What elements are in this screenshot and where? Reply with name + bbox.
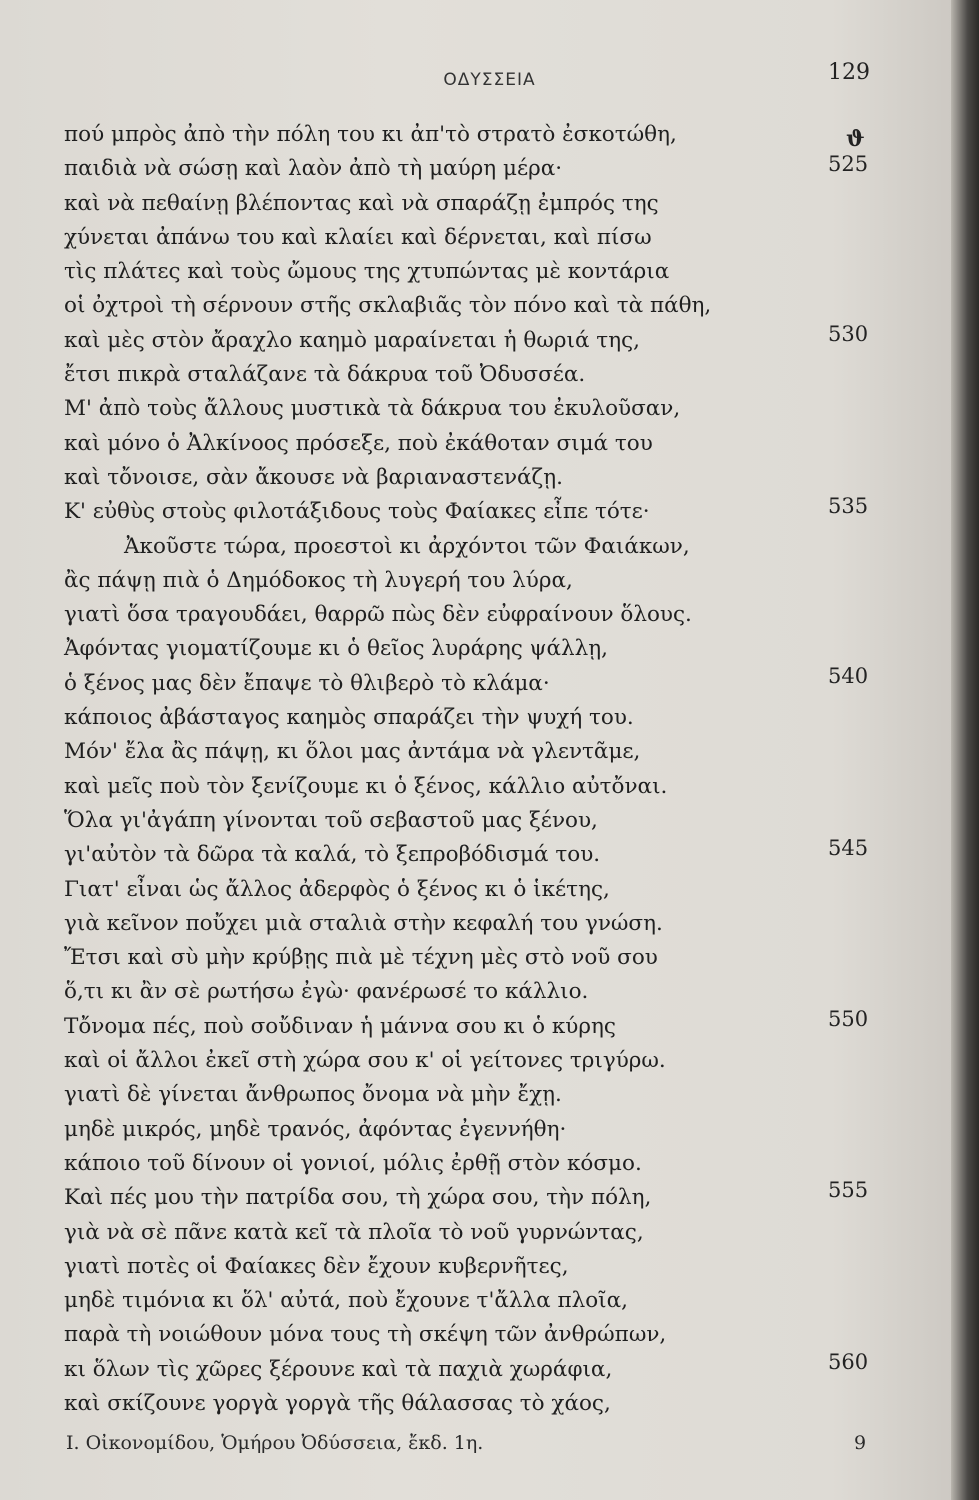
- line-number: 550: [828, 1007, 869, 1031]
- verse-block: [64, 118, 834, 1421]
- book-letter: ϑ: [846, 126, 865, 152]
- footer-reference: Ι. Οἰκονομίδου, Ὁμήρου Ὀδύσσεια, ἔκδ. 1η.: [66, 1432, 484, 1454]
- verse-line: ὅ,τι κι ἂν σὲ ρωτήσω ἐγὼ· φανέρωσέ το κάλλιο.: [64, 979, 589, 1005]
- verse-line: Ὅλα γι'ἀγάπη γίνονται τοῦ σεβαστοῦ μας ξένου,: [64, 807, 598, 833]
- line-number: 535: [828, 494, 869, 518]
- verse-line: ὁ ξένος μας δὲν ἔπαψε τὸ θλιβερὸ τὸ κλάμα·: [64, 670, 550, 696]
- verse-line: καὶ οἱ ἄλλοι ἐκεῖ στὴ χώρα σου κ' οἱ γείτονες τριγύρω.: [64, 1048, 666, 1074]
- verse-line: Μόν' ἔλα ἂς πάψῃ, κι ὅλοι μας ἀντάμα νὰ γλεντᾶμε,: [64, 739, 641, 765]
- verse-line: κάποιος ἀβάσταγος καημὸς σπαράζει τὴν ψυχή του.: [64, 705, 634, 731]
- verse-line: καὶ μόνο ὁ Ἀλκίνοος πρόσεξε, ποὺ ἐκάθοταν σιμά του: [64, 430, 653, 456]
- line-number: 540: [828, 664, 869, 688]
- verse-line: Καὶ πές μου τὴν πατρίδα σου, τὴ χώρα σου, τὴν πόλη,: [64, 1185, 652, 1211]
- verse-line: καὶ τὄνοισε, σὰν ἄκουσε νὰ βαριαναστενάζῃ.: [64, 464, 563, 490]
- verse-line: γιατὶ ὅσα τραγουδάει, θαρρῶ πὼς δὲν εὐφραίνουν ὅλους.: [64, 602, 692, 628]
- running-head: ΟΔΥΣΣΕΙΑ: [443, 70, 536, 90]
- verse-line: καὶ μεῖς ποὺ τὸν ξενίζουμε κι ὁ ξένος, κάλλιο αὐτὄναι.: [64, 773, 668, 799]
- line-number: 560: [828, 1350, 869, 1374]
- book-spine-shadow: [951, 0, 979, 1500]
- verse-line: Μ' ἀπὸ τοὺς ἄλλους μυστικὰ τὰ δάκρυα του ἐκυλοῦσαν,: [64, 396, 681, 422]
- verse-line: Κ' εὐθὺς στοὺς φιλοτάξιδους τοὺς Φαίακες εἶπε τότε·: [64, 499, 650, 525]
- verse-line: γιατὶ δὲ γίνεται ἄνθρωπος ὄνομα νὰ μὴν ἔχῃ.: [64, 1082, 562, 1108]
- verse-line: Ἀφόντας γιοματίζουμε κι ὁ θεῖος λυράρης ψάλλῃ,: [64, 636, 608, 662]
- line-number: 530: [828, 322, 869, 346]
- verse-line: καὶ σκίζουνε γοργὰ γοργὰ τῆς θάλασσας τὸ χάος,: [64, 1390, 611, 1416]
- verse-line: παιδιὰ νὰ σώσῃ καὶ λαὸν ἀπὸ τὴ μαύρη μέρα·: [64, 156, 563, 182]
- verse-line: οἱ ὀχτροὶ τὴ σέρνουν στῆς σκλαβιᾶς τὸν πόνο καὶ τὰ πάθη,: [64, 293, 712, 319]
- verse-line: πού μπρὸς ἀπὸ τὴν πόλη του κι ἀπ'τὸ στρατὸ ἐσκοτώθη,: [64, 122, 677, 147]
- footer: [0, 1432, 979, 1462]
- line-number: 545: [828, 836, 869, 860]
- verse-line: χύνεται ἀπάνω του καὶ κλαίει καὶ δέρνεται, καὶ πίσω: [64, 224, 652, 250]
- verse-line: μηδὲ τιμόνια κι ὅλ' αὐτά, ποὺ ἔχουνε τ'ἄλλα πλοῖα,: [64, 1288, 628, 1314]
- verse-line: γιὰ κεῖνον ποὔχει μιὰ σταλιὰ στὴν κεφαλή του γνώση.: [64, 910, 663, 936]
- verse-line: μηδὲ μικρός, μηδὲ τρανός, ἀφόντας ἐγεννήθη·: [64, 1116, 567, 1142]
- verse-line: ἔτσι πικρὰ σταλάζανε τὰ δάκρυα τοῦ Ὀδυσσέα.: [64, 362, 586, 388]
- verse-line: Γιατ' εἶναι ὡς ἄλλος ἀδερφὸς ὁ ξένος κι ὁ ἱκέτης,: [64, 876, 610, 902]
- line-number: 555: [828, 1178, 869, 1202]
- signature-mark: 9: [854, 1432, 867, 1454]
- verse-line: Ἔτσι καὶ σὺ μὴν κρύβῃς πιὰ μὲ τέχνη μὲς στὸ νοῦ σου: [64, 945, 658, 971]
- verse-line: κι ὅλων τὶς χῶρες ξέρουνε καὶ τὰ παχιὰ χωράφια,: [64, 1356, 613, 1382]
- verse-line: γι'αὐτὸν τὰ δῶρα τὰ καλά, τὸ ξεπροβόδισμά του.: [64, 842, 601, 868]
- verse-line: τὶς πλάτες καὶ τοὺς ὤμους της χτυπώντας μὲ κοντάρια: [64, 259, 670, 285]
- verse-line: κάποιο τοῦ δίνουν οἱ γονιοί, μόλις ἐρθῇ στὸν κόσμο.: [64, 1150, 642, 1176]
- verse-line: ἂς πάψῃ πιὰ ὁ Δημόδοκος τὴ λυγερή του λύρα,: [64, 567, 573, 593]
- verse-line: Ἀκοῦστε τώρα, προεστοὶ κι ἀρχόντοι τῶν Φαιάκων,: [124, 533, 690, 559]
- line-number: 525: [828, 152, 869, 176]
- verse-line: γιὰ νὰ σὲ πᾶνε κατὰ κεῖ τὰ πλοῖα τὸ νοῦ γυρνώντας,: [64, 1219, 644, 1245]
- verse-line: καὶ νὰ πεθαίνῃ βλέποντας καὶ νὰ σπαράζῃ ἐμπρός της: [64, 190, 659, 216]
- verse-line: καὶ μὲς στὸν ἄραχλο καημὸ μαραίνεται ἡ θωριά της,: [64, 327, 640, 353]
- verse-line: Τὄνομα πές, ποὺ σοὔδιναν ἡ μάννα σου κι ὁ κύρης: [64, 1013, 616, 1039]
- page-number: 129: [828, 60, 870, 85]
- verse-line: γιατὶ ποτὲς οἱ Φαίακες δὲν ἔχουν κυβερνῆτες,: [64, 1253, 569, 1279]
- verse-line: παρὰ τὴ νοιώθουν μόνα τους τὴ σκέψη τῶν ἀνθρώπων,: [64, 1322, 667, 1348]
